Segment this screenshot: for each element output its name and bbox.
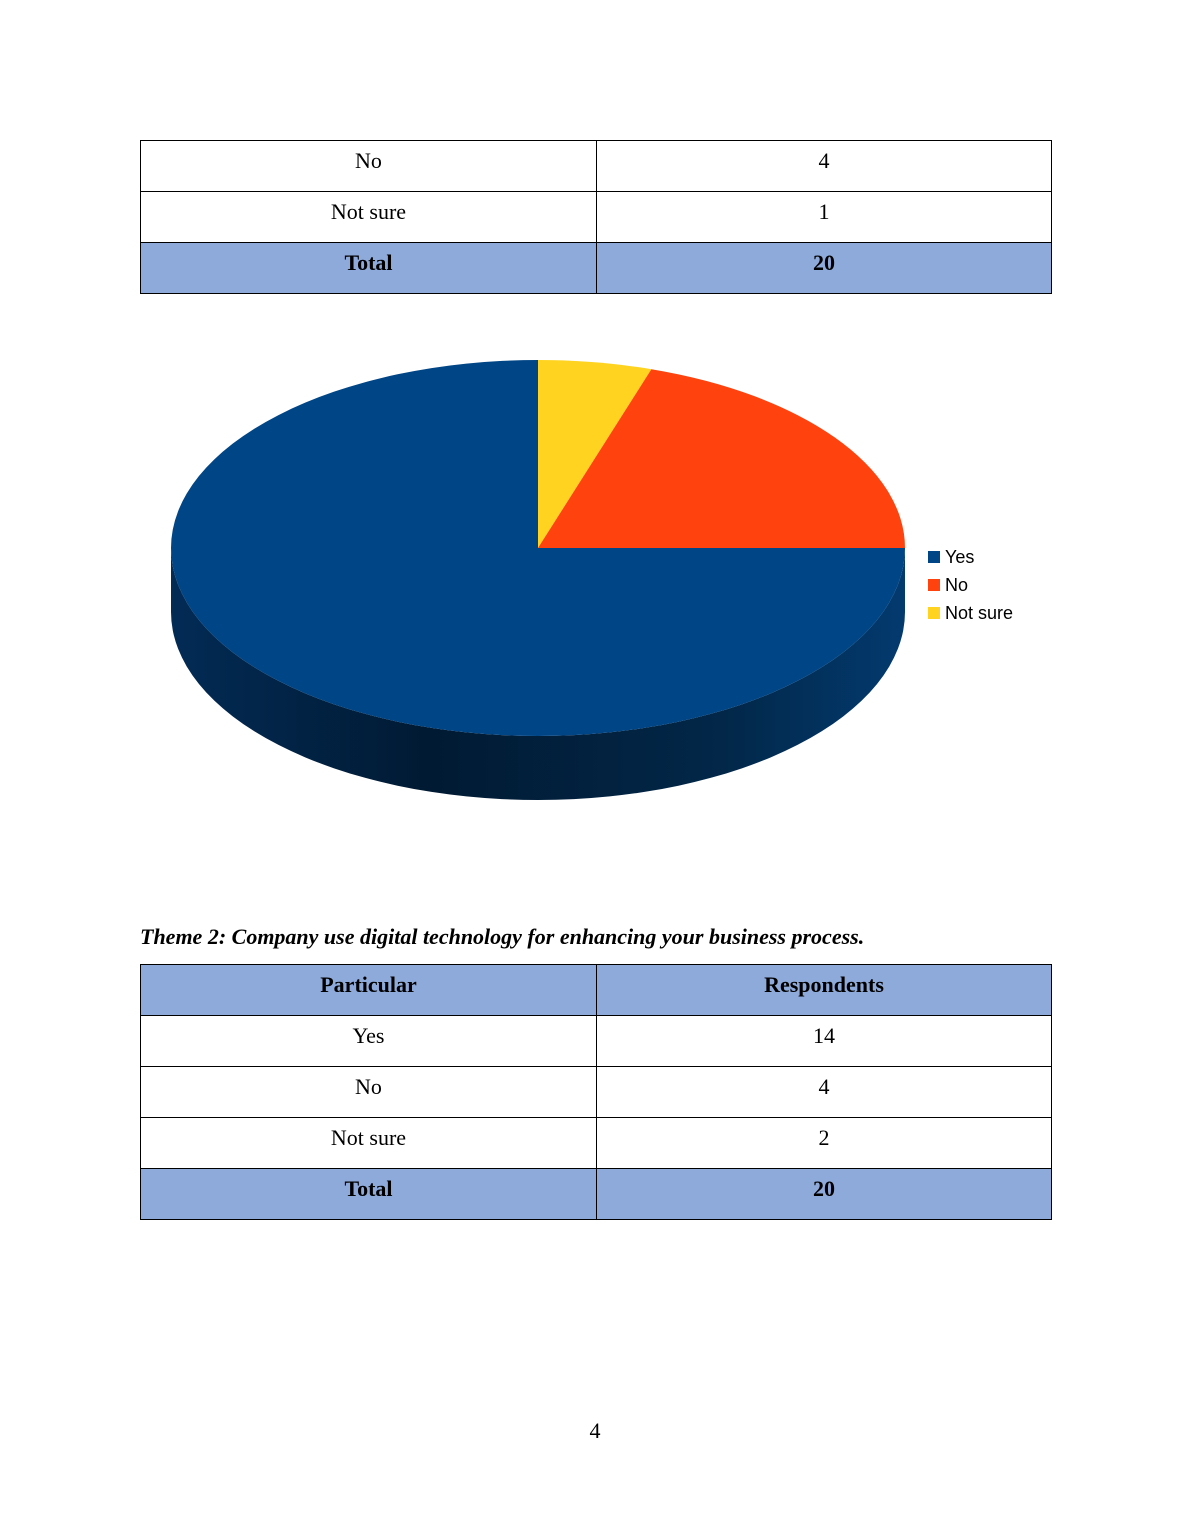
table-cell-particular: Not sure <box>141 192 597 243</box>
table-cell-particular: No <box>141 141 597 192</box>
table-cell-respondents: 14 <box>597 1016 1052 1067</box>
page-number: 4 <box>589 1418 601 1443</box>
legend-item-yes <box>928 543 1013 571</box>
results-table-1 <box>140 140 1052 294</box>
theme-caption: Theme 2: Company use digital technology for enhancing your business process. <box>140 924 865 949</box>
pie-chart <box>160 350 920 810</box>
table-cell-respondents: 4 <box>597 141 1052 192</box>
total-label: Total <box>141 243 597 294</box>
legend-item-not-sure <box>928 599 1013 627</box>
total-value: 20 <box>597 1169 1052 1220</box>
table-row <box>141 1067 1052 1118</box>
legend-label: Yes <box>945 547 975 567</box>
results-table-2 <box>140 964 1052 1220</box>
total-value: 20 <box>597 243 1052 294</box>
table-cell-respondents: 4 <box>597 1067 1052 1118</box>
total-label: Total <box>141 1169 597 1220</box>
chart-legend <box>928 543 1013 627</box>
legend-swatch <box>928 551 940 563</box>
table-cell-respondents: 1 <box>597 192 1052 243</box>
legend-swatch <box>928 579 940 591</box>
table-total-row <box>141 243 1052 294</box>
table-cell-particular: Yes <box>141 1016 597 1067</box>
table-row <box>141 141 1052 192</box>
legend-item-no <box>928 571 1013 599</box>
table-cell-particular: No <box>141 1067 597 1118</box>
table-total-row <box>141 1169 1052 1220</box>
legend-label: No <box>945 575 969 595</box>
header-particular: Particular <box>141 965 597 1016</box>
legend-swatch <box>928 607 940 619</box>
table-header-row <box>141 965 1052 1016</box>
table-row <box>141 192 1052 243</box>
table-row <box>141 1016 1052 1067</box>
table-row <box>141 1118 1052 1169</box>
header-respondents: Respondents <box>597 965 1052 1016</box>
legend-label: Not sure <box>945 603 1014 623</box>
table-cell-particular: Not sure <box>141 1118 597 1169</box>
table-cell-respondents: 2 <box>597 1118 1052 1169</box>
pie-top <box>171 360 905 736</box>
